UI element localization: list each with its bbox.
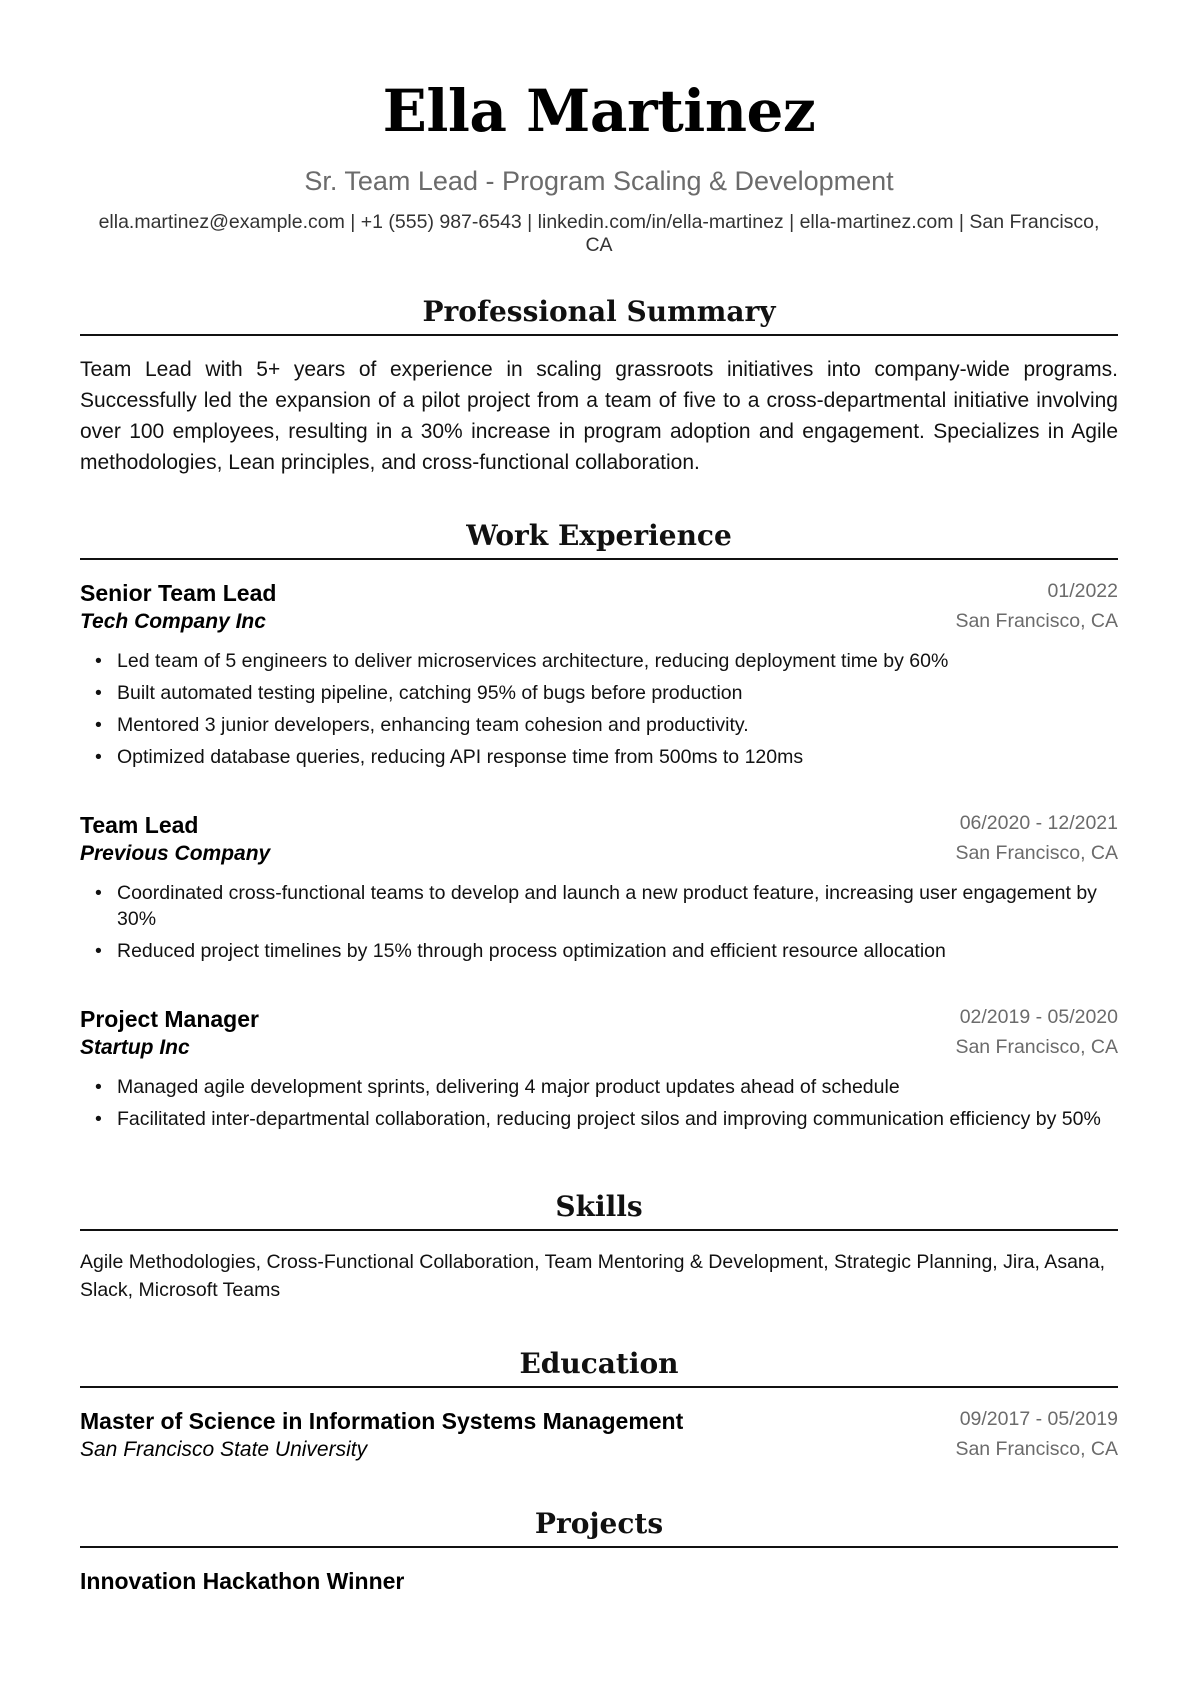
summary-heading: Professional Summary bbox=[80, 297, 1118, 336]
job-bullets bbox=[80, 1074, 1118, 1138]
job-date: 06/2020 - 12/2021 bbox=[959, 812, 1118, 834]
summary-text: Team Lead with 5+ years of experience in scaling grassroots initiatives into company-wide programs. Successfully led the expansion of a pilot project from a team of five to a cross-departmental initiative involving over 100 employees, resulting in a 30% increase in program adoption and engagement. Specializes in Agile methodologies, Lean principles, and cross-functional collaboration. bbox=[80, 358, 1118, 474]
bullet-item: • Reduced project timelines by 15% through process optimization and efficient resource allocation bbox=[95, 940, 946, 962]
bullet-item: • Mentored 3 junior developers, enhancing team cohesion and productivity. bbox=[95, 714, 749, 736]
job-location: San Francisco, CA bbox=[955, 842, 1118, 864]
job-bullets bbox=[80, 880, 1118, 970]
job-title: Senior Team Lead bbox=[80, 580, 277, 606]
contact-info bbox=[80, 211, 1118, 257]
projects-heading: Projects bbox=[80, 1509, 1118, 1548]
project-title: Innovation Hackathon Winner bbox=[80, 1568, 405, 1594]
job-company: Startup Inc bbox=[80, 1036, 190, 1059]
education-location: San Francisco, CA bbox=[955, 1438, 1118, 1460]
bullet-icon: • bbox=[95, 940, 102, 962]
bullet-item: • Led team of 5 engineers to deliver microservices architecture, reducing deployment time by 60% bbox=[95, 650, 949, 672]
bullet-icon: • bbox=[95, 650, 102, 672]
contact-line: ella.martinez@example.com | +1 (555) 987-6543 | linkedin.com/in/ella-martinez | ella-martinez.com | San Francisco, bbox=[98, 211, 1100, 233]
job-company: Tech Company Inc bbox=[80, 610, 266, 633]
job-location: San Francisco, CA bbox=[955, 610, 1118, 632]
bullet-icon: • bbox=[95, 1108, 102, 1130]
bullet-item: • Managed agile development sprints, delivering 4 major product updates ahead of schedule bbox=[95, 1076, 900, 1098]
bullet-icon: • bbox=[95, 682, 102, 704]
bullet-item: • Coordinated cross-functional teams to develop and launch a new product feature, increasing user engagement by 30% bbox=[95, 882, 1097, 930]
job-bullets bbox=[80, 648, 1118, 776]
job-company: Previous Company bbox=[80, 842, 271, 865]
education-date: 09/2017 - 05/2019 bbox=[959, 1408, 1118, 1430]
bullet-item: • Built automated testing pipeline, catching 95% of bugs before production bbox=[95, 682, 743, 704]
job-location: San Francisco, CA bbox=[955, 1036, 1118, 1058]
bullet-icon: • bbox=[95, 1076, 102, 1098]
education-heading: Education bbox=[80, 1349, 1118, 1388]
candidate-title: Sr. Team Lead - Program Scaling & Development bbox=[304, 166, 894, 196]
education-degree: Master of Science in Information Systems Management bbox=[80, 1408, 684, 1434]
contact-line: CA bbox=[585, 234, 613, 256]
job-date: 02/2019 - 05/2020 bbox=[959, 1006, 1118, 1028]
bullet-item: • Facilitated inter-departmental collaboration, reducing project silos and improving communication efficiency by 50% bbox=[95, 1108, 1101, 1130]
job-title: Project Manager bbox=[80, 1006, 259, 1032]
bullet-item: • Optimized database queries, reducing API response time from 500ms to 120ms bbox=[95, 746, 804, 768]
job-date: 01/2022 bbox=[1047, 580, 1118, 602]
bullet-icon: • bbox=[95, 882, 102, 904]
bullet-icon: • bbox=[95, 714, 102, 736]
education-school: San Francisco State University bbox=[80, 1438, 368, 1461]
experience-heading: Work Experience bbox=[80, 521, 1118, 560]
bullet-icon: • bbox=[95, 746, 102, 768]
skills-text: Agile Methodologies, Cross-Functional Collaboration, Team Mentoring & Development, Strategic Planning, Jira, Asana, Slack, Microsoft Teams bbox=[80, 1251, 1106, 1301]
candidate-name: Ella Martinez bbox=[382, 77, 816, 145]
skills-heading: Skills bbox=[80, 1192, 1118, 1231]
job-title: Team Lead bbox=[80, 812, 199, 838]
